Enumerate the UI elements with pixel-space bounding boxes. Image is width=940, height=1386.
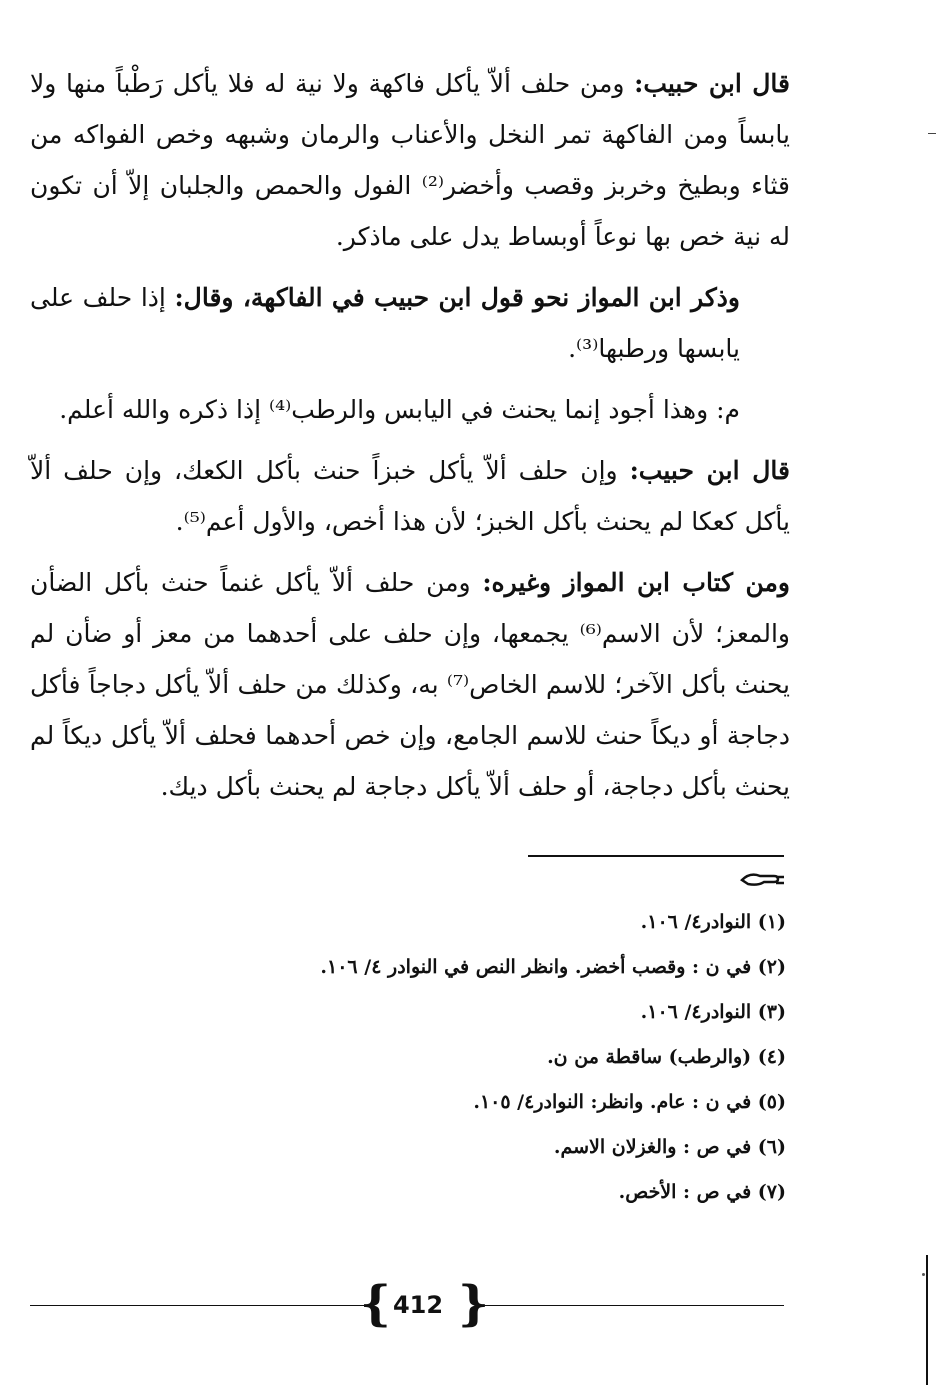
footnote-6: (٦) في ص : والغزلان الاسم. [553,1136,786,1158]
footnote-2: (٢) في ن : وقصب أخضر. وانظر النص في النوادر ٤/ ١٠٦. [320,956,786,978]
page-number: 412 [392,1291,444,1319]
footnote-4: (٤) (والرطب) ساقطة من ن. [547,1046,786,1068]
footnote-separator [528,855,784,857]
pointing-hand-icon [740,868,786,892]
paragraph-5 [30,557,790,812]
page-footer [0,1270,940,1340]
paragraph-text: إذا حلف على يابسها ورطبها⁽³⁾. [30,283,740,363]
paragraph-2 [30,272,790,374]
paragraph-text: ومن حلف ألاّ يأكل غنماً حنث بأكل الضأن والمعز؛ لأن الاسم⁽⁶⁾ يجمعها، وإن حلف على أحدهما من معز أو ضأن لم يحنث بأكل الآخر؛ للاسم الخاص⁽⁷⁾ به، وكذلك من حلف ألاّ يأكل دجاجاً فأكل دجاجة أو ديكاً حنث للاسم الجامع، وإن خص أحدهما فحلف ألاّ يأكل ديكاً لم يحنث بأكل دجاجة، أو حلف ألاّ يأكل دجاجة لم يحنث بأكل ديك. [30,568,790,801]
footnote-7: (٧) في ص : الأخص. [618,1181,786,1203]
footnote-1: (١) النوادر٤/ ١٠٦. [640,911,786,933]
footer-rule-right [478,1305,784,1306]
paragraph-text: ومن حلف ألاّ يأكل فاكهة ولا نية له فلا يأكل رَطْباً منها ولا يابساً ومن الفاكهة تمر النخل والأعناب والرمان وشبهه وخص الفواكه من قثاء وبطيخ وخربز وقصب وأخضر⁽²⁾ الفول والحمص والجلبان إلاّ أن تكون له نية خص بها نوعاً أوبساط يدل على ماذكر. [30,69,790,251]
paragraph-4 [30,445,790,547]
paragraph-lead: وذكر ابن المواز نحو قول ابن حبيب في الفاكهة، وقال: [174,283,740,312]
footer-rule-left [30,1305,366,1306]
paragraph-lead: ومن كتاب ابن المواز وغيره: [482,568,790,597]
margin-dash [928,133,936,134]
paragraph-text: م: وهذا أجود إنما يحنث في اليابس والرطب⁽⁴⁾ إذا ذكره والله أعلم. [59,395,740,424]
scan-speck [922,1273,925,1276]
right-brace: } [458,1276,489,1332]
paragraph-1 [30,58,790,262]
footnote-3: (٣) النوادر٤/ ١٠٦. [640,1001,786,1023]
footnotes [200,900,786,1215]
paragraph-3 [30,384,790,435]
main-text [30,58,790,822]
scan-edge-line [926,1255,928,1385]
paragraph-text: وإن حلف ألاّ يأكل خبزاً حنث بأكل الكعك، وإن حلف ألاّ يأكل كعكا لم يحنث بأكل الخبز؛ لأن هذا أخص، والأول أعم⁽⁵⁾. [30,456,790,536]
paragraph-lead: قال ابن حبيب: [634,69,790,98]
footnote-5: (٥) في ن : عام. وانظر: النوادر٤/ ١٠٥. [473,1091,786,1113]
left-brace: { [360,1276,391,1332]
paragraph-lead: قال ابن حبيب: [629,456,790,485]
